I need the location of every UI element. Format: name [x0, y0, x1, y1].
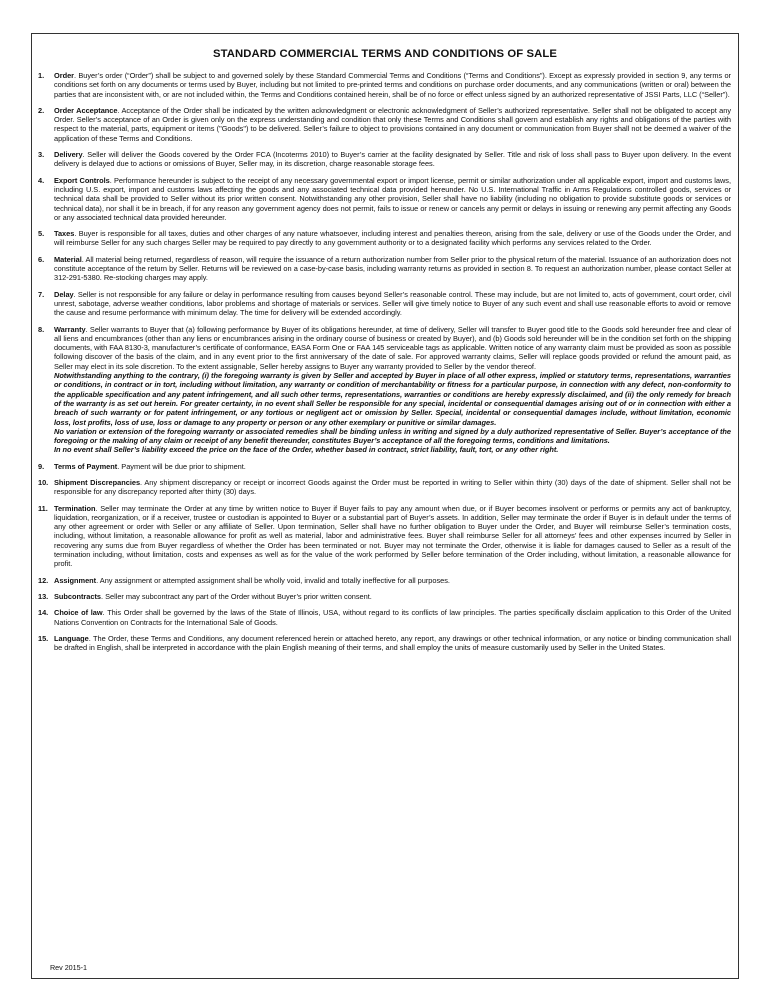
clause-heading: Delivery [54, 150, 83, 160]
clause-2: 2. Order Acceptance. Acceptance of the Order shall be indicated by the written acknowledgment or electronic acknowledgment of Seller’s authorized representative. Seller shall not be obligated to accept any Order. Seller’s acceptance of an Order is given only on the express understanding and condition that only these Terms and Conditions shall govern and establish any rights and obligations of the parties with respect to the material, parts, equipment or items ("Goods") to be delivered. Seller’s failure to object to provisions contained in any document or communication from Buyer shall not be deemed a waiver of the application of these Terms and Conditions. [38, 105, 732, 143]
clause-number: 5. [38, 229, 45, 239]
clause-number: 13. [38, 591, 49, 601]
clause-heading: Subcontracts [54, 591, 101, 601]
clause-text: This Order shall be governed by the laws of the State of Illinois, USA, without regard to its conflicts of law principles. The parties specifically disclaim application to this Order of the United Nations Convention on Contracts for the International Sale of Goods. [54, 608, 731, 627]
clauses-list [32, 71, 740, 659]
terms-page [31, 33, 739, 979]
clause-3: 3. Delivery. Seller will deliver the Goods covered by the Order FCA (Incoterms 2010) to Buyer’s carrier at the facility designated by Seller. Title and risk of loss shall pass to Buyer upon delivery. In the event delivery is delayed due to actions or omissions of Buyer, Seller may, in its discretion, charge reasonable storage fees. [38, 150, 731, 169]
clause-heading: Material [54, 254, 82, 264]
clause-text: Seller may subcontract any part of the Order without Buyer’s prior written consent. [105, 591, 372, 601]
clause-text: Payment will be due prior to shipment. [121, 461, 246, 471]
clause-text: Seller may terminate the Order at any time by written notice to Buyer if Buyer fails to pay any amount when due, or if Buyer becomes insolvent or performs or permits any act of bankruptcy, liquidation, reorganization, or if a receiver, trustee or custodian is appointed to Buyer or a substantial part of Buyer’s assets. In addition, Seller may terminate the order if Buyer is in default under the terms of any other agreement or order with Seller or any affiliate of Seller. Upon termination, Seller shall have no further obligation to Buyer under the Order, and Buyer will reimburse Seller’s termination costs, including, without limitation, a reasonable allowance for profit as well as material, labor and administrative fees. Buyer shall reimburse Seller for all attorneys’ fees and other expenses incurred by Seller in recovering any sums due from Buyer regardless of whether the Order has been terminated or not. Buyer may not terminate the Order, otherwise it is liable for damages caused to Seller as a result of the termination including, without limitation, costs and expenses as well as for the value of the work performed by Seller before termination of the Order including, without limitation, a reasonable allowance for profit. [54, 503, 731, 569]
clause-number: 11. [38, 503, 48, 513]
revision-footer: Rev 2015-1 [50, 963, 87, 972]
clause-heading: Termination [54, 503, 96, 513]
warranty-disclaimer: Notwithstanding anything to the contrary, (i) the foregoing warranty is given by Seller and accepted by Buyer in place of all other express, implied or statutory terms, representations, warranties or conditions, in contract or in tort, including without limitation, any warranty or condition of merchantability or fitness for a particular purpose, in connection with any defect, non-conformity to the applicable specification and any patent infringement, and all such other terms, representations, warranties or conditions are hereby expressly disclaimed, and (ii) the only remedy for breach of the warranty is as set out herein. For greater certainty, in no event shall Seller be responsible for any special, incidental or consequential damages arising out of or in connection with either a breach of such warranty or for patent infringement, or any tortious or negligent act or omission by Seller. Special, incidental or consequential damages include, without limitation, economic loss, lost profits, loss of use, loss or damage to any property or person or any other exemplary or punitive or similar damages. [54, 371, 731, 427]
clause-heading: Language [54, 633, 89, 643]
clause-heading: Assignment [54, 575, 97, 585]
clause-number: 9. [38, 461, 45, 471]
clause-text: Any assignment or attempted assignment shall be wholly void, invalid and totally ineffective for all purposes. [99, 575, 450, 585]
clause-heading: Order [54, 71, 75, 80]
clause-heading: Delay [54, 289, 74, 299]
clause-number: 8. [38, 324, 45, 334]
clause-text: Acceptance of the Order shall be indicated by the written acknowledgment or electronic acknowledgment of Seller’s authorized representative. Seller shall not be obligated to accept any Order. Seller’s acceptance of an Order is given only on the express understanding and condition that only these Terms and Conditions shall govern and establish any rights and obligations of the parties with respect to the material, parts, equipment or items ("Goods") to be delivered. Seller’s failure to object to provisions contained in any document or communication from Buyer shall not be deemed a waiver of the application of these Terms and Conditions. [54, 105, 732, 143]
clause-14: 14. Choice of law. This Order shall be governed by the laws of the State of Illinois, USA, without regard to its conflicts of law principles. The parties specifically disclaim application to this Order of the United Nations Convention on Contracts for the International Sale of Goods. [38, 608, 731, 627]
clause-6: 6. Material. All material being returned, regardless of reason, will require the issuance of a return authorization number from Seller prior to the physical return of the material. Issuance of an authorization does not constitute acceptance of the return by Seller. Returns will be reviewed on a case-by-case basis, including warranty returns as provided in section 8. To request an authorization number, please contact Seller at 312-291-5380. Re-stocking charges may apply. [38, 254, 731, 283]
clause-heading: Warranty [54, 324, 86, 334]
clause-5: 5. Taxes. Buyer is responsible for all taxes, duties and other charges of any nature whatsoever, including interest and penalties thereon, arising from the sale, delivery or use of the Goods under the Order, and will reimburse Seller for any such charges Seller may be required to pay directly to any government authority or to a designated facility which performs any services related to the Order. [38, 229, 731, 248]
clause-text: Seller warrants to Buyer that (a) following performance by Buyer of its obligations hereunder, at time of delivery, Seller will transfer to Buyer good title to the Goods sold hereunder free and clear of all liens and encumbrances (other than any liens or encumbrances arising in the ordinary course of business or created by Buyer), and (b) Goods sold hereunder will be in the condition set forth on the shipping documents, with FAA 8130-3, manufacturer’s certificate of conformance, EASA Form One or FAA 145 serviceable tags as applicable. Written notice of any warranty claim must be provided as soon as possible following discover of the basis of the claim, and in any event prior to the first anniversary of the date of sale. For approved warranty claims, Seller will replace goods provided or refund the amount paid, as Seller may elect in its sole discretion. To the extent assignable, Seller hereby assigns to Buyer any warranty provided to Seller by the vendor thereof. [54, 324, 731, 371]
clause-number: 7. [38, 289, 45, 299]
clause-number: 4. [38, 175, 45, 185]
clause-11: 11. Termination. Seller may terminate the Order at any time by written notice to Buyer if Buyer fails to pay any amount when due, or if Buyer becomes insolvent or performs or permits any act of bankruptcy, liquidation, reorganization, or if a receiver, trustee or custodian is appointed to Buyer or a substantial part of Buyer’s assets. In addition, Seller may terminate the order if Buyer is in default under the terms of any other agreement or order with Seller or any affiliate of Seller. Upon termination, Seller shall have no further obligation to Buyer under the Order, and Buyer will reimburse Seller’s termination costs, including, without limitation, a reasonable allowance for profit as well as material, labor and administrative fees. Buyer shall reimburse Seller for all attorneys’ fees and other expenses incurred by Seller in recovering any sums due from Buyer regardless of whether the Order has been terminated or not. Buyer may not terminate the Order, otherwise it is liable for damages caused to Seller as a result of the termination including, without limitation, costs and expenses as well as for the value of the work performed by Seller before termination of the Order including, without limitation, a reasonable allowance for profit. [38, 503, 731, 569]
warranty-variation-notice: No variation or extension of the foregoing warranty or associated remedies shall be binding unless in writing and signed by a duly authorized representative of Seller. Buyer’s acceptance of the foregoing or the making of any claim or receipt of any benefit thereunder, constitutes Buyer’s acceptance of all the foregoing terms, conditions and limitations. [54, 426, 731, 446]
liability-cap-notice: In no event shall Seller’s liability exceed the price on the face of the Order, whether based in contract, strict liability, fault, tort, or any other right. [54, 445, 559, 455]
clause-heading: Terms of Payment [54, 461, 118, 471]
clause-text: Any shipment discrepancy or receipt or incorrect Goods against the Order must be reported in writing to Seller within thirty (30) days of the date of shipment. Seller shall not be responsible for any discrepancy reported after thirty (30) days. [54, 477, 731, 497]
clause-heading: Shipment Discrepancies [54, 477, 141, 487]
clause-15: 15. Language. The Order, these Terms and Conditions, any document referenced herein or attached hereto, any report, any drawings or other technical information, or any notice or binding communication shall be drafted in English, shall be interpreted in accordance with the plain English meaning of their terms, and shall employ the units of measure customarily used by Seller in the United States. [38, 633, 731, 653]
clause-heading: Choice of law [54, 608, 103, 618]
clause-10: 10. Shipment Discrepancies. Any shipment discrepancy or receipt or incorrect Goods against the Order must be reported in writing to Seller within thirty (30) days of the date of shipment. Seller shall not be responsible for any discrepancy reported after thirty (30) days. [38, 477, 731, 497]
clause-text: Performance hereunder is subject to the receipt of any necessary governmental export or import license, permit or similar authorization under all applicable export, import and customs laws, including U.S. export, import and customs laws affecting the goods and any associated technical data provided hereunder. No U.S. International Traffic in Arms Regulations controlled goods, services or technical data shall be provided to Seller without its prior written consent. Notwithstanding any other provision, Seller shall have no liability (including no obligation to provide substitute goods or services or technical data), nor shall it be in breach, if for any reason any government agency does not permit, fails to issue or renew or cancels any permit or delays in issuing or renewing any permit affecting any Goods or any associated technical data provided hereunder. [54, 175, 732, 222]
clause-9: 9. Terms of Payment. Payment will be due prior to shipment. [38, 461, 246, 471]
document-title: STANDARD COMMERCIAL TERMS AND CONDITIONS OF SALE [212, 48, 558, 60]
clause-heading: Order Acceptance [54, 105, 118, 115]
clause-number: 6. [38, 254, 45, 264]
clause-number: 2. [38, 105, 45, 115]
clause-heading: Export Controls [54, 175, 110, 185]
clause-8: 8. Warranty. Seller warrants to Buyer that (a) following performance by Buyer of its obligations hereunder, at time of delivery, Seller will transfer to Buyer good title to the Goods sold hereunder free and clear of all liens and encumbrances (other than any liens or encumbrances arising in the ordinary course of business or created by Buyer), and (b) Goods sold hereunder will be in the condition set forth on the shipping documents, with FAA 8130-3, manufacturer’s certificate of conformance, EASA Form One or FAA 145 serviceable tags as applicable. Written notice of any warranty claim must be provided as soon as possible following discover of the basis of the claim, and in any event prior to the first anniversary of the date of sale. For approved warranty claims, Seller will replace goods provided or refund the amount paid, as Seller may elect in its sole discretion. To the extent assignable, Seller hereby assigns to Buyer any warranty provided to Seller by the vendor thereof. Notwithstanding anything to the contrary, (i) the foregoing warranty is given by Seller and accepted by Buyer in place of all other express, implied or statutory terms, representations, warranties or conditions, in contract or in tort, including without limitation, any warranty or condition of merchantability or fitness for a particular purpose, in connection with any defect, non-conformity to the applicable specification and any patent infringement, and all such other terms, representations, warranties or conditions are hereby expressly disclaimed, and (ii) the only remedy for breach of the warranty is as set out herein. For greater certainty, in no event shall Seller be responsible for any special, incidental or consequential damages arising out of or in connection with either a breach of such warranty or for patent infringement, or any tortious or negligent act or omission by Seller. Special, incidental or consequential damages include, without limitation, economic loss, lost profits, loss of use, loss or damage to any property or person or any other exemplary or punitive or similar damages. No variation or extension of the foregoing warranty or associated remedies shall be binding unless in writing and signed by a duly authorized representative of Seller. Buyer’s acceptance of the foregoing or the making of any claim or receipt of any benefit thereunder, constitutes Buyer’s acceptance of all the foregoing terms, conditions and limitations. In no event shall Seller’s liability exceed the price on the face of the Order, whether based in contract, strict liability, fault, tort, or any other right. [38, 324, 731, 455]
clause-number: 12. [38, 575, 49, 585]
clause-7: 7. Delay. Seller is not responsible for any failure or delay in performance resulting from causes beyond Seller’s reasonable control. These may include, but are not limited to, acts of government, court order, civil unrest, sabotage, adverse weather conditions, labor problems and shortage of materials or services. Seller will give timely notice to Buyer of any such event and shall use reasonable efforts to avoid or remove the cause and resume performance with minimum delay. The time for delivery will be extended accordingly. [38, 289, 731, 318]
clause-heading: Taxes [54, 229, 75, 239]
clause-text: Seller is not responsible for any failure or delay in performance resulting from causes beyond Seller’s reasonable control. These may include, but are not limited to, acts of government, court order, civil unrest, sabotage, adverse weather conditions, labor problems and shortage of materials or services. Seller will give timely notice to Buyer of any such event and shall use reasonable efforts to avoid or remove the cause and resume performance with minimum delay. The time for delivery will be extended accordingly. [54, 289, 731, 318]
clause-text: All material being returned, regardless of reason, will require the issuance of a return authorization number from Seller prior to the physical return of the material. Issuance of an authorization does not constitute acceptance of the return by Seller. Returns will be reviewed on a case-by-case basis, including warranty returns as provided in section 8. To request an authorization number, please contact Seller at 312-291-5380. Re-stocking charges may apply. [54, 254, 731, 283]
clause-number: 1. [38, 71, 45, 80]
clause-1: 1. Order. Buyer’s order (“Order”) shall be subject to and governed solely by these Standard Commercial Terms and Conditions (“Terms and Conditions”). Except as expressly provided in section 9, any terms or conditions set forth on any documents or terms used by Buyer, including but not limited to pre-printed terms and conditions on purchase order documents, and any communications (written or oral) between the parties that are inconsistent with, or are not included within, the Terms and Conditions contained herein, shall be of no force or effect unless signed by an authorized representative of JSSI Parts, LLC (“Seller”). [38, 71, 731, 99]
clause-text: Buyer is responsible for all taxes, duties and other charges of any nature whatsoever, including interest and penalties thereon, arising from the sale, delivery or use of the Goods under the Order, and will reimburse Seller for any such charges Seller may be required to pay directly to any government authority or to a designated facility which performs any services related to the Order. [54, 229, 731, 248]
clause-text: Buyer’s order (“Order”) shall be subject to and governed solely by these Standard Commercial Terms and Conditions (“Terms and Conditions”). Except as expressly provided in section 9, any terms or conditions set forth on any documents or terms used by Buyer, including but not limited to pre-printed terms and conditions on purchase order documents, and any communications (written or oral) between the parties that are inconsistent with, or are not included within, the Terms and Conditions contained herein, shall be of no force or effect unless signed by an authorized representative of JSSI Parts, LLC (“Seller”). [54, 71, 731, 99]
clause-text: Seller will deliver the Goods covered by the Order FCA (Incoterms 2010) to Buyer’s carrier at the facility designated by Seller. Title and risk of loss shall pass to Buyer upon delivery. In the event delivery is delayed due to actions or omissions of Buyer, Seller may, in its discretion, charge reasonable storage fees. [54, 150, 731, 169]
clause-number: 14. [38, 608, 49, 618]
clause-12: 12. Assignment. Any assignment or attempted assignment shall be wholly void, invalid and totally ineffective for all purposes. [38, 575, 450, 585]
clause-13: 13. Subcontracts. Seller may subcontract any part of the Order without Buyer’s prior written consent. [38, 591, 372, 601]
clause-number: 15. [38, 633, 49, 643]
clause-4: 4. Export Controls. Performance hereunder is subject to the receipt of any necessary governmental export or import license, permit or similar authorization under all applicable export, import and customs laws, including U.S. export, import and customs laws affecting the goods and any associated technical data provided hereunder. No U.S. International Traffic in Arms Regulations controlled goods, services or technical data shall be provided to Seller without its prior written consent. Notwithstanding any other provision, Seller shall have no liability (including no obligation to provide substitute goods or services or technical data), nor shall it be in breach, if for any reason any government agency does not permit, fails to issue or renew or cancels any permit or delays in issuing or renewing any permit affecting any Goods or any associated technical data provided hereunder. [38, 175, 732, 222]
clause-text: The Order, these Terms and Conditions, any document referenced herein or attached hereto, any report, any drawings or other technical information, or any notice or binding communication shall be drafted in English, shall be interpreted in accordance with the plain English meaning of their terms, and shall employ the units of measure customarily used by Seller in the United States. [54, 633, 731, 653]
clause-number: 3. [38, 150, 45, 160]
clause-number: 10. [38, 477, 49, 487]
